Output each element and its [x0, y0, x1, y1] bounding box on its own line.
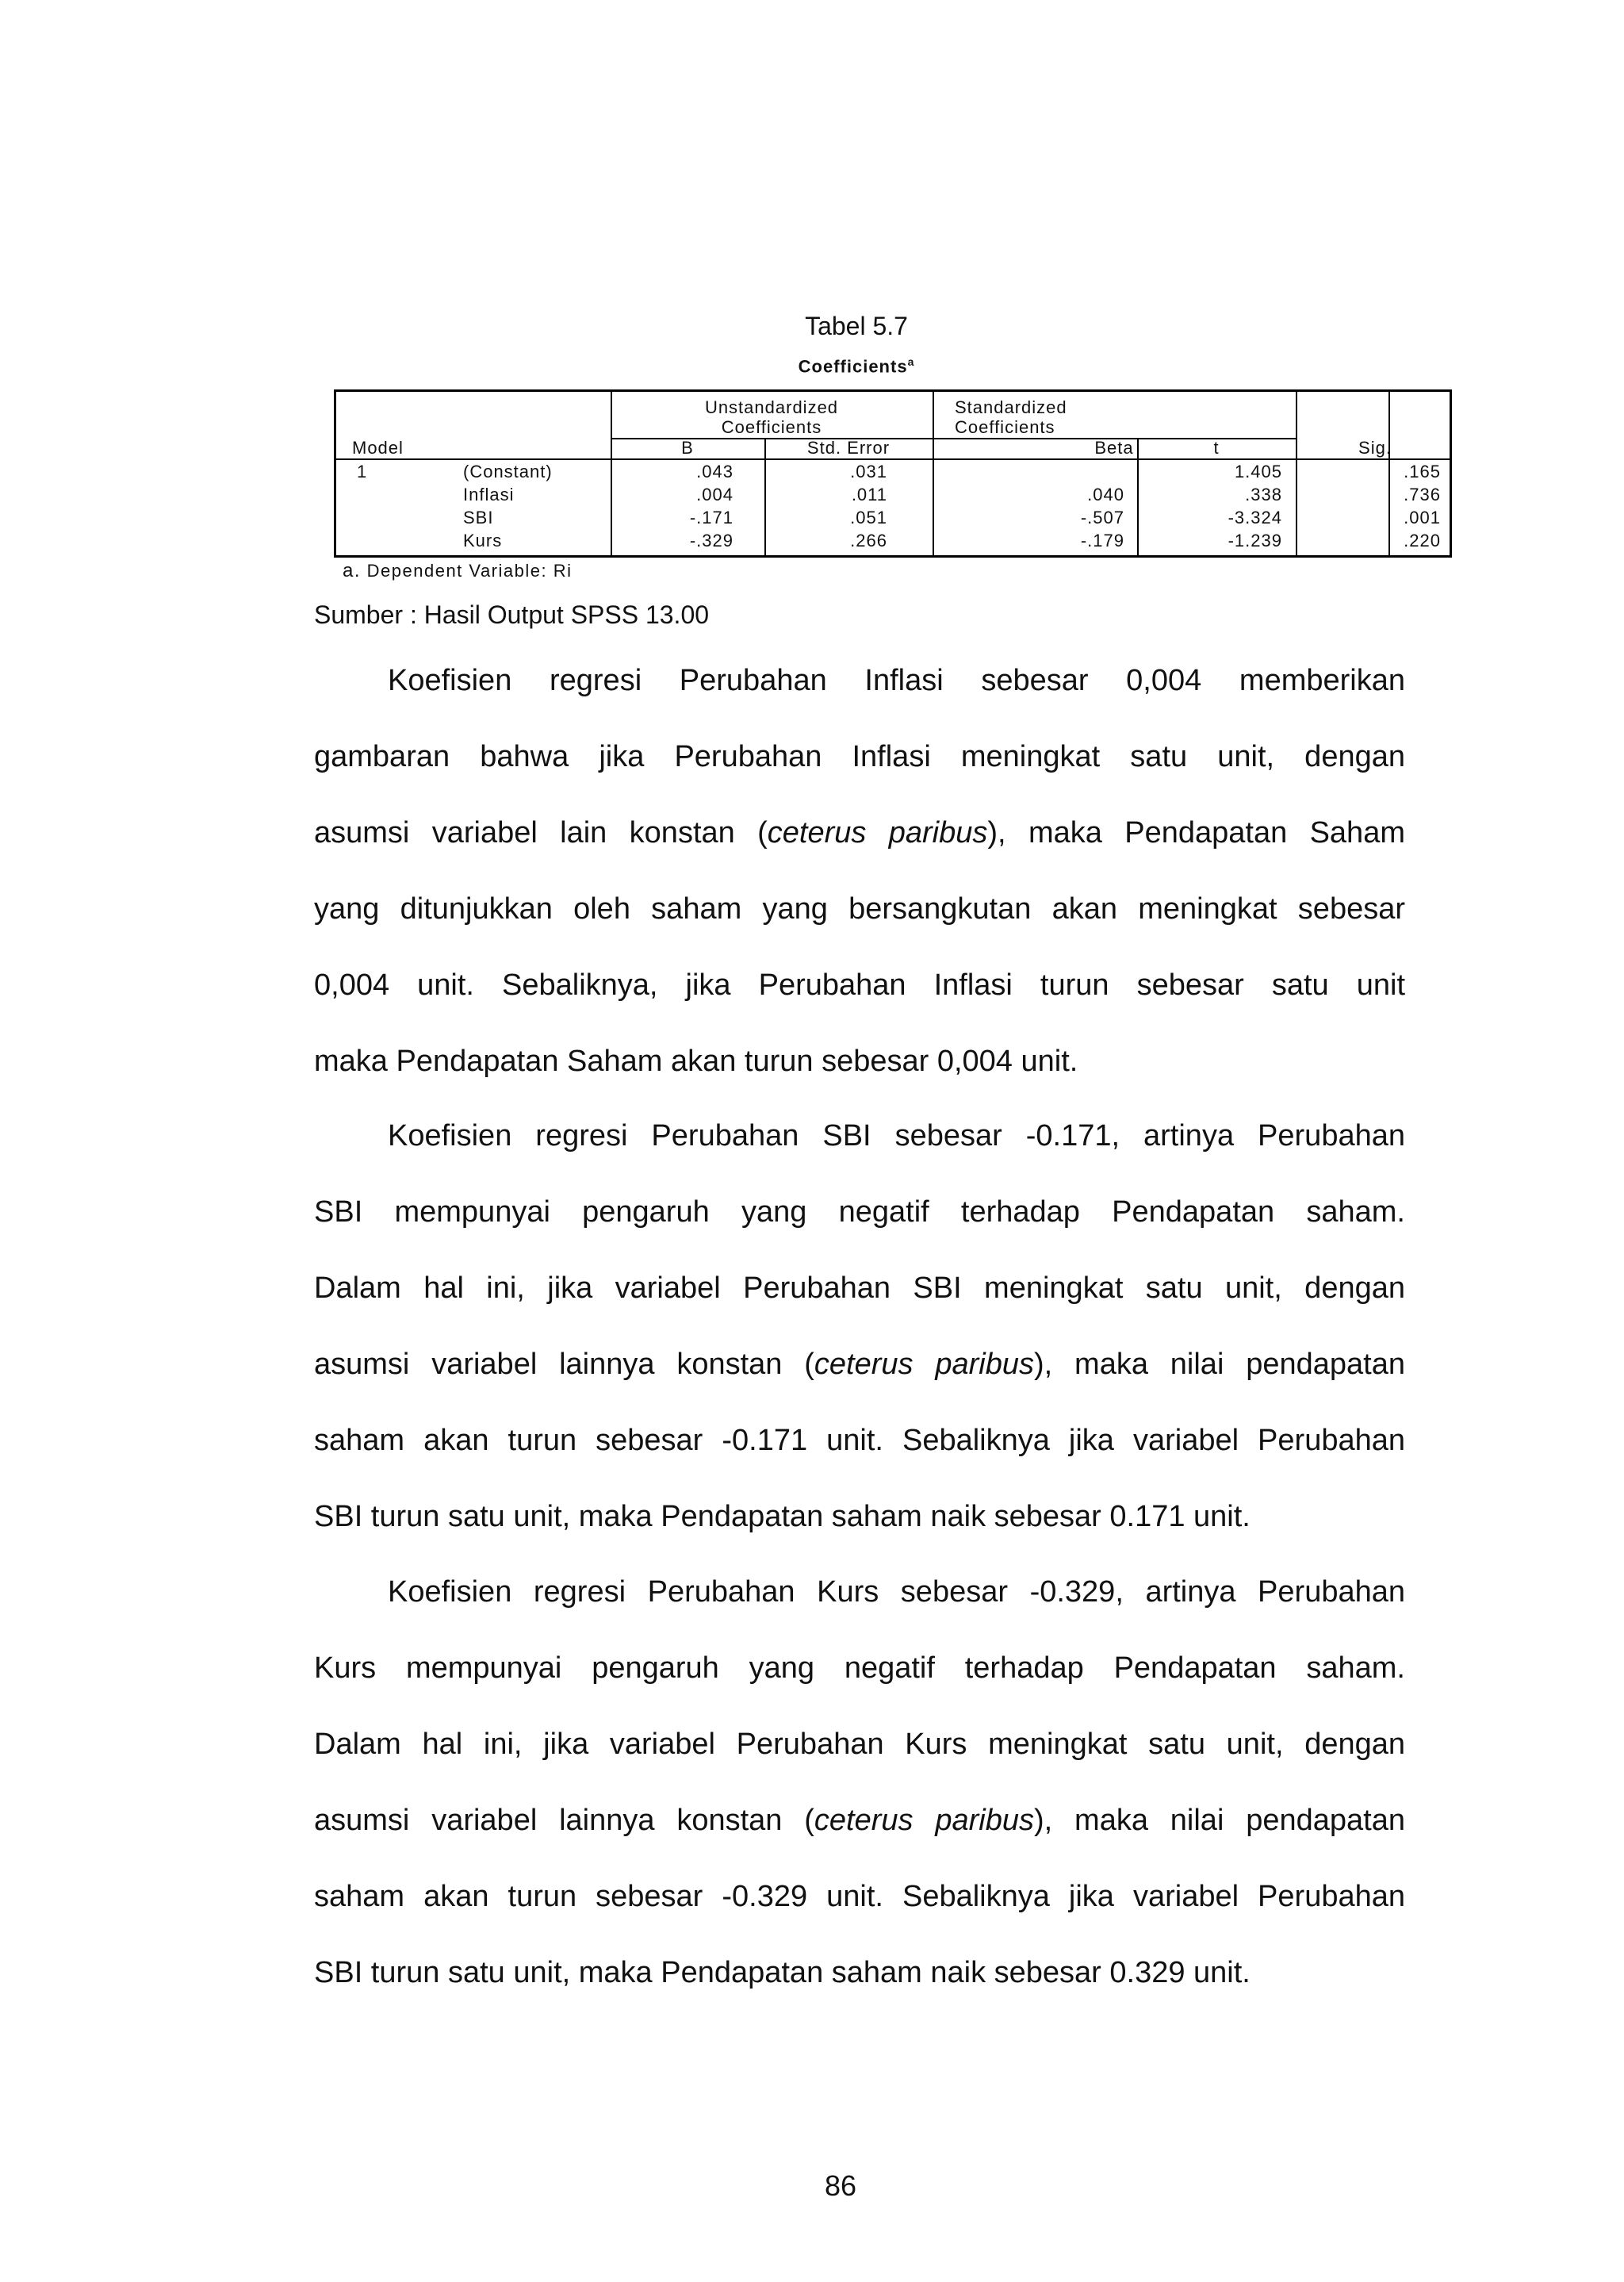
paragraph-line: Koefisien regresi Perubahan Kurs sebesar -0.329, artinya Perubahan: [388, 1575, 1405, 1609]
paragraph-line: 0,004 unit. Sebaliknya, jika Perubahan Inflasi turun sebesar satu unit: [314, 968, 1405, 1002]
cell-beta: .040: [1087, 485, 1124, 504]
header-standardized-coefficients: Coefficients: [955, 417, 1055, 437]
paragraph-sbi: [314, 1098, 1405, 1555]
table-title-text: Coefficients: [798, 356, 908, 377]
table-caption: Tabel 5.7: [805, 312, 908, 340]
row-name: Kurs: [463, 531, 503, 550]
footnote-text: Dependent Variable: Ri: [366, 561, 573, 581]
paragraph-line: Dalam hal ini, jika variabel Perubahan SBI meningkat satu unit, dengan: [314, 1271, 1405, 1305]
coefficients-table: [334, 389, 1452, 558]
cell-t: -3.324: [1228, 508, 1282, 527]
cell-b: -.171: [689, 508, 733, 527]
table-title: [0, 355, 1624, 377]
italic-term: ceterus paribus: [814, 1348, 1034, 1381]
paragraph-line: Koefisien regresi Perubahan SBI sebesar -0.171, artinya Perubahan: [388, 1119, 1405, 1153]
header-unstandardized: Unstandardized: [704, 397, 839, 417]
cell-std-error: .266: [850, 531, 887, 550]
paragraph-line: yang ditunjukkan oleh saham yang bersangkutan akan meningkat sebesar: [314, 892, 1405, 926]
cell-sig: .165: [1404, 462, 1441, 481]
cell-t: 1.405: [1234, 462, 1282, 481]
model-number: 1: [357, 462, 368, 481]
cell-b: .004: [696, 485, 733, 504]
paragraph-line: saham akan turun sebesar -0.329 unit. Sebaliknya jika variabel Perubahan: [314, 1880, 1405, 1913]
table-rule: [336, 458, 1450, 460]
italic-term: ceterus paribus: [767, 816, 988, 850]
paragraph-kurs: [314, 1554, 1405, 2011]
paragraph-line: gambaran bahwa jika Perubahan Inflasi meningkat satu unit, dengan: [314, 740, 1405, 773]
paragraph-line: asumsi variabel lainnya konstan (ceterus paribus), maka nilai pendapatan: [314, 1348, 1405, 1381]
paragraph-line: maka Pendapatan Saham akan turun sebesar 0,004 unit.: [314, 1045, 1078, 1078]
cell-std-error: .051: [850, 508, 887, 527]
cell-std-error: .031: [850, 462, 887, 481]
header-b: B: [681, 438, 694, 458]
row-name: (Constant): [463, 462, 553, 481]
header-std-error: Std. Error: [806, 438, 891, 458]
paragraph-line: asumsi variabel lainnya konstan (ceterus paribus), maka nilai pendapatan: [314, 1804, 1405, 1837]
paragraph-inflasi: [314, 642, 1405, 1099]
italic-term: ceterus paribus: [814, 1804, 1034, 1837]
paragraph-line: SBI turun satu unit, maka Pendapatan saham naik sebesar 0.329 unit.: [314, 1956, 1251, 1989]
footnote-mark: a.: [343, 560, 362, 581]
header-standardized: Standardized: [955, 397, 1067, 417]
row-name: Inflasi: [463, 485, 515, 504]
paragraph-line: Dalam hal ini, jika variabel Perubahan Kurs meningkat satu unit, dengan: [314, 1728, 1405, 1761]
cell-b: .043: [696, 462, 733, 481]
cell-b: -.329: [689, 531, 733, 550]
cell-std-error: .011: [851, 485, 887, 504]
cell-sig: .001: [1404, 508, 1441, 527]
header-model: Model: [352, 438, 404, 458]
header-sig: Sig.: [1358, 438, 1392, 458]
paragraph-line: Koefisien regresi Perubahan Inflasi sebesar 0,004 memberikan: [388, 664, 1405, 697]
paragraph-line: asumsi variabel lain konstan (ceterus paribus), maka Pendapatan Saham: [314, 816, 1405, 850]
cell-sig: .220: [1404, 531, 1441, 550]
header-t: t: [1213, 438, 1220, 458]
paragraph-line: SBI mempunyai pengaruh yang negatif terhadap Pendapatan saham.: [314, 1195, 1405, 1229]
source-note: Sumber : Hasil Output SPSS 13.00: [314, 600, 710, 629]
header-unstandardized-coefficients: Coefficients: [721, 417, 822, 437]
header-beta: Beta: [1094, 438, 1134, 458]
cell-t: -1.239: [1228, 531, 1282, 550]
paragraph-line: Kurs mempunyai pengaruh yang negatif terhadap Pendapatan saham.: [314, 1651, 1405, 1685]
paragraph-line: saham akan turun sebesar -0.171 unit. Sebaliknya jika variabel Perubahan: [314, 1424, 1405, 1457]
table-title-superscript: a: [907, 355, 915, 368]
row-name: SBI: [463, 508, 494, 527]
page-number: 86: [824, 2169, 857, 2202]
paragraph-line: SBI turun satu unit, maka Pendapatan saham naik sebesar 0.171 unit.: [314, 1500, 1251, 1533]
cell-sig: .736: [1404, 485, 1441, 504]
cell-t: .338: [1245, 485, 1282, 504]
cell-beta: -.179: [1080, 531, 1124, 550]
cell-beta: -.507: [1080, 508, 1124, 527]
table-footnote: [343, 560, 572, 582]
